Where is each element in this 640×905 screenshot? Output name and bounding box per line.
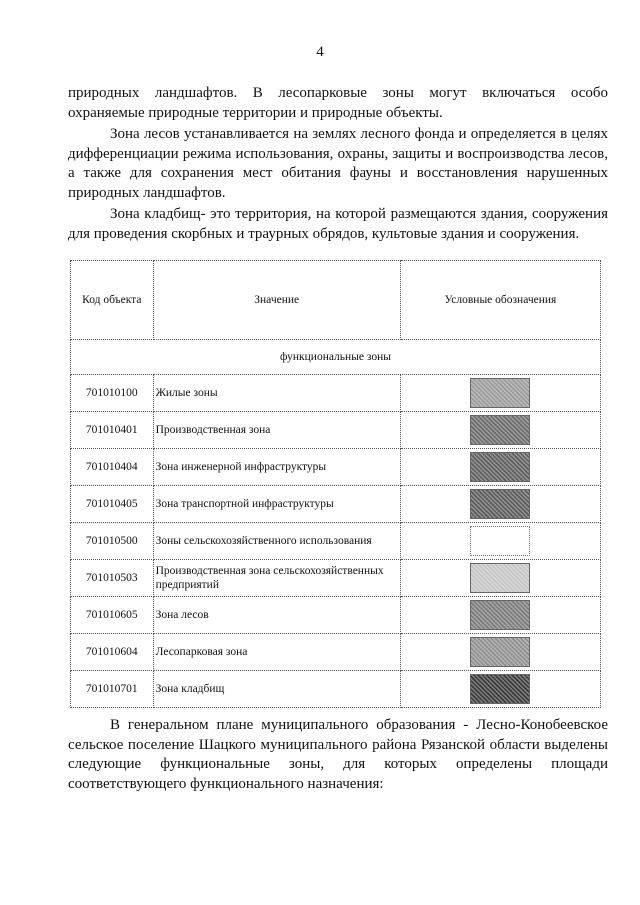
zone-code: 701010404 — [71, 449, 154, 486]
text-line: для проведения скорбных и траурных обрядов, культовые здания и сооружения. — [68, 225, 580, 242]
zone-name: Зона лесов — [153, 597, 400, 634]
text-line: Зона кладбищ- это территория, на которой размещаются здания, сооружения — [110, 206, 608, 222]
zone-symbol-cell — [400, 560, 600, 597]
text-line: сельское поселение Шацкого муниципального района Рязанской области выделены — [68, 736, 608, 753]
zone-name: Производственная зона сельскохозяйственных предприятий — [153, 560, 400, 597]
zone-swatch — [470, 415, 530, 445]
zone-name: Производственная зона — [153, 412, 400, 449]
zone-code: 701010500 — [71, 523, 154, 560]
text-line: В генеральном плане муниципального образования - Лесно-Конобеевское — [110, 717, 608, 733]
section-title-row — [71, 340, 601, 375]
table-row — [71, 449, 601, 486]
zone-name: Зона транспортной инфраструктуры — [153, 486, 400, 523]
page-number: 4 — [316, 44, 324, 60]
header-code: Код объекта — [71, 261, 154, 340]
table-row — [71, 634, 601, 671]
header-symbol: Условные обозначения — [400, 261, 600, 340]
paragraph-landscapes — [68, 84, 608, 123]
zone-code: 701010503 — [71, 560, 154, 597]
zone-swatch — [470, 452, 530, 482]
text-line: а также для сохранения мест обитания фауны и восстановления нарушенных — [68, 165, 608, 181]
table-row — [71, 560, 601, 597]
zone-name: Жилые зоны — [153, 375, 400, 412]
zone-symbol-cell — [400, 671, 600, 708]
zone-code: 701010605 — [71, 597, 154, 634]
zone-symbol-cell — [400, 412, 600, 449]
text-line: природных ландшафтов. — [68, 184, 226, 201]
zone-swatch — [470, 489, 530, 519]
paragraph-cemetery-zone — [68, 205, 608, 244]
paragraph-general-plan — [68, 716, 608, 794]
zones-legend-table — [70, 260, 601, 708]
zone-swatch — [470, 563, 530, 593]
zone-swatch — [470, 526, 530, 556]
text-line: дифференциации режима использования, охраны, защиты и воспроизводства лесов, — [68, 145, 608, 162]
table-row — [71, 671, 601, 708]
zone-name: Лесопарковая зона — [153, 634, 400, 671]
zone-swatch — [470, 674, 530, 704]
table-row — [71, 375, 601, 412]
table-header-row — [71, 261, 601, 340]
text-line: природных ландшафтов. В лесопарковые зоны могут включаться особо — [68, 85, 608, 101]
paragraph-forest-zone — [68, 125, 608, 203]
zone-code: 701010401 — [71, 412, 154, 449]
zone-symbol-cell — [400, 523, 600, 560]
zone-swatch — [470, 637, 530, 667]
text-line: Зона лесов устанавливается на землях лесного фонда и определяется в целях — [110, 126, 608, 142]
table-row — [71, 486, 601, 523]
zone-name: Зона кладбищ — [153, 671, 400, 708]
zone-code: 701010405 — [71, 486, 154, 523]
table-row — [71, 597, 601, 634]
zone-name: Зоны сельскохозяйственного использования — [153, 523, 400, 560]
zone-symbol-cell — [400, 375, 600, 412]
table-row — [71, 412, 601, 449]
zone-symbol-cell — [400, 634, 600, 671]
zone-swatch — [470, 378, 530, 408]
zone-symbol-cell — [400, 449, 600, 486]
zone-code: 701010100 — [71, 375, 154, 412]
table-row — [71, 523, 601, 560]
zone-symbol-cell — [400, 486, 600, 523]
section-title: функциональные зоны — [71, 340, 601, 375]
zone-swatch — [470, 600, 530, 630]
zone-symbol-cell — [400, 597, 600, 634]
zone-code: 701010604 — [71, 634, 154, 671]
text-line: охраняемые природные территории и природные объекты. — [68, 104, 443, 121]
text-line: соответствующего функционального назначения: — [68, 775, 384, 792]
header-name: Значение — [153, 261, 400, 340]
text-line: следующие функциональные зоны, для которых определены площади — [68, 756, 608, 772]
zone-name: Зона инженерной инфраструктуры — [153, 449, 400, 486]
zone-code: 701010701 — [71, 671, 154, 708]
